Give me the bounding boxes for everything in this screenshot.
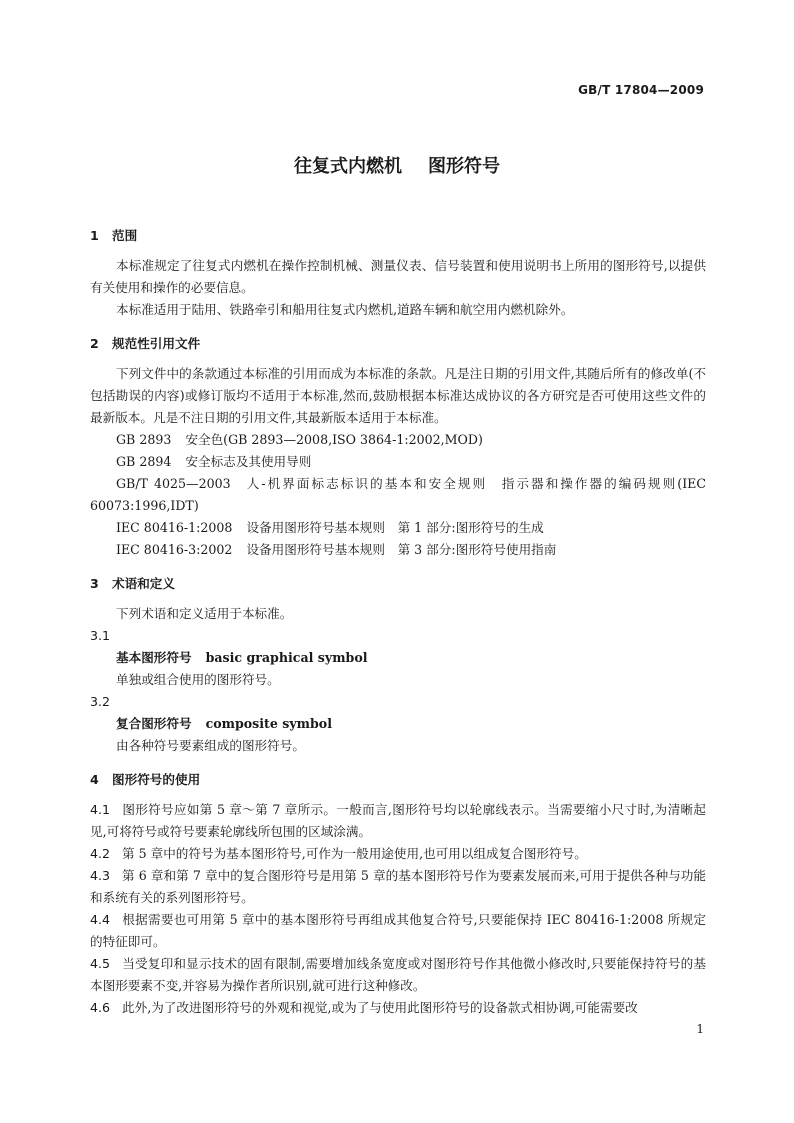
clause-text: 当受复印和显示技术的固有限制,需要增加线条宽度或对图形符号作其他微小修改时,只要能保持符号的基本图形要素不变,并容易为操作者所识别,就可进行这种修改。: [90, 956, 706, 993]
section-number: 3: [90, 576, 99, 591]
reference-item: [90, 539, 706, 561]
reference-title: 设备用图形符号基本规则 第 1 部分:图形符号的生成: [246, 520, 544, 535]
term-name: [90, 647, 706, 669]
paragraph: 本标准适用于陆用、铁路牵引和船用往复式内燃机,道路车辆和航空用内燃机除外。: [116, 302, 574, 317]
reference-code: IEC 80416-3:2002: [116, 542, 233, 557]
section-4-heading: [90, 769, 706, 791]
reference-code: GB 2893: [116, 432, 172, 447]
standard-code: GB/T 17804—2009: [578, 83, 704, 97]
term-name-zh: 基本图形符号: [116, 650, 192, 665]
term-name: [90, 713, 706, 735]
term-definition: 由各种符号要素组成的图形符号。: [116, 738, 305, 753]
section-3-heading: [90, 573, 706, 595]
clause: [90, 799, 706, 843]
reference-item: [90, 451, 706, 473]
clause-text: 根据需要也可用第 5 章中的基本图形符号再组成其他复合符号,只要能保持 IEC 80416-1:2008 所规定的特征即可。: [90, 912, 706, 949]
term-name-en: composite symbol: [205, 716, 332, 731]
clause-text: 图形符号应如第 5 章～第 7 章所示。一般而言,图形符号均以轮廓线表示。当需要缩小尺寸时,为清晰起见,可将符号或符号要素轮廓线所包围的区域涂满。: [90, 802, 706, 839]
section-title: 规范性引用文件: [112, 336, 201, 351]
clause-text: 第 5 章中的符号为基本图形符号,可作为一般用途使用,也可用以组成复合图形符号。: [122, 846, 587, 861]
section-2-heading: [90, 333, 706, 355]
document-body: [90, 221, 706, 1019]
clause-number: 4.4: [90, 912, 111, 927]
clause-text: 第 6 章和第 7 章中的复合图形符号是用第 5 章的基本图形符号作为要素发展而来,可用于提供各种与功能和系统有关的系列图形符号。: [90, 868, 706, 905]
reference-item: [90, 429, 706, 451]
clause-number: 4.3: [90, 868, 111, 883]
page-title: [0, 152, 794, 178]
section-number: 1: [90, 228, 99, 243]
clause-number: 4.2: [90, 846, 111, 861]
clause: [90, 865, 706, 909]
section-number: 2: [90, 336, 99, 351]
paragraph: 本标准规定了往复式内燃机在操作控制机械、测量仪表、信号装置和使用说明书上所用的图形符号,以提供有关使用和操作的必要信息。: [90, 258, 706, 295]
reference-title: 设备用图形符号基本规则 第 3 部分:图形符号使用指南: [246, 542, 557, 557]
reference-item: [90, 473, 706, 517]
term-name-zh: 复合图形符号: [116, 716, 192, 731]
reference-title: 安全色(GB 2893—2008,ISO 3864-1:2002,MOD): [185, 432, 483, 447]
clause: [90, 953, 706, 997]
section-title: 范围: [112, 228, 138, 243]
reference-title: 安全标志及其使用导则: [185, 454, 312, 469]
paragraph: 下列文件中的条款通过本标准的引用而成为本标准的条款。凡是注日期的引用文件,其随后所有的修改单(不包括勘误的内容)或修订版均不适用于本标准,然而,鼓励根据本标准达成协议的各方研究是否可使用这些文件的最新版本。凡是不注日期的引用文件,其最新版本适用于本标准。: [90, 366, 706, 425]
reference-item: [90, 517, 706, 539]
clause-number: 4.6: [90, 1000, 111, 1015]
section-title: 图形符号的使用: [112, 772, 201, 787]
clause: [90, 909, 706, 953]
term-number: 3.1: [90, 628, 111, 643]
term-name-en: basic graphical symbol: [205, 650, 368, 665]
title-part-1: 往复式内燃机: [294, 156, 402, 177]
reference-code: GB 2894: [116, 454, 172, 469]
section-1-heading: [90, 225, 706, 247]
clause-text: 此外,为了改进图形符号的外观和视觉,或为了与使用此图形符号的设备款式相协调,可能需要改: [122, 1000, 638, 1015]
clause-number: 4.1: [90, 802, 111, 817]
section-number: 4: [90, 772, 99, 787]
section-title: 术语和定义: [112, 576, 175, 591]
paragraph: 下列术语和定义适用于本标准。: [116, 606, 293, 621]
clause: [90, 843, 706, 865]
term-number: 3.2: [90, 694, 111, 709]
reference-code: IEC 80416-1:2008: [116, 520, 233, 535]
clause-number: 4.5: [90, 956, 111, 971]
reference-code: GB/T 4025—2003: [116, 476, 231, 491]
term-definition: 单独或组合使用的图形符号。: [116, 672, 280, 687]
reference-title: 人-机界面标志标识的基本和安全规则 指示器和操作器的编码规则(IEC 60073:1996,IDT): [90, 476, 706, 513]
clause: [90, 997, 706, 1019]
title-part-2: 图形符号: [428, 156, 500, 177]
page-number: 1: [696, 1022, 704, 1036]
